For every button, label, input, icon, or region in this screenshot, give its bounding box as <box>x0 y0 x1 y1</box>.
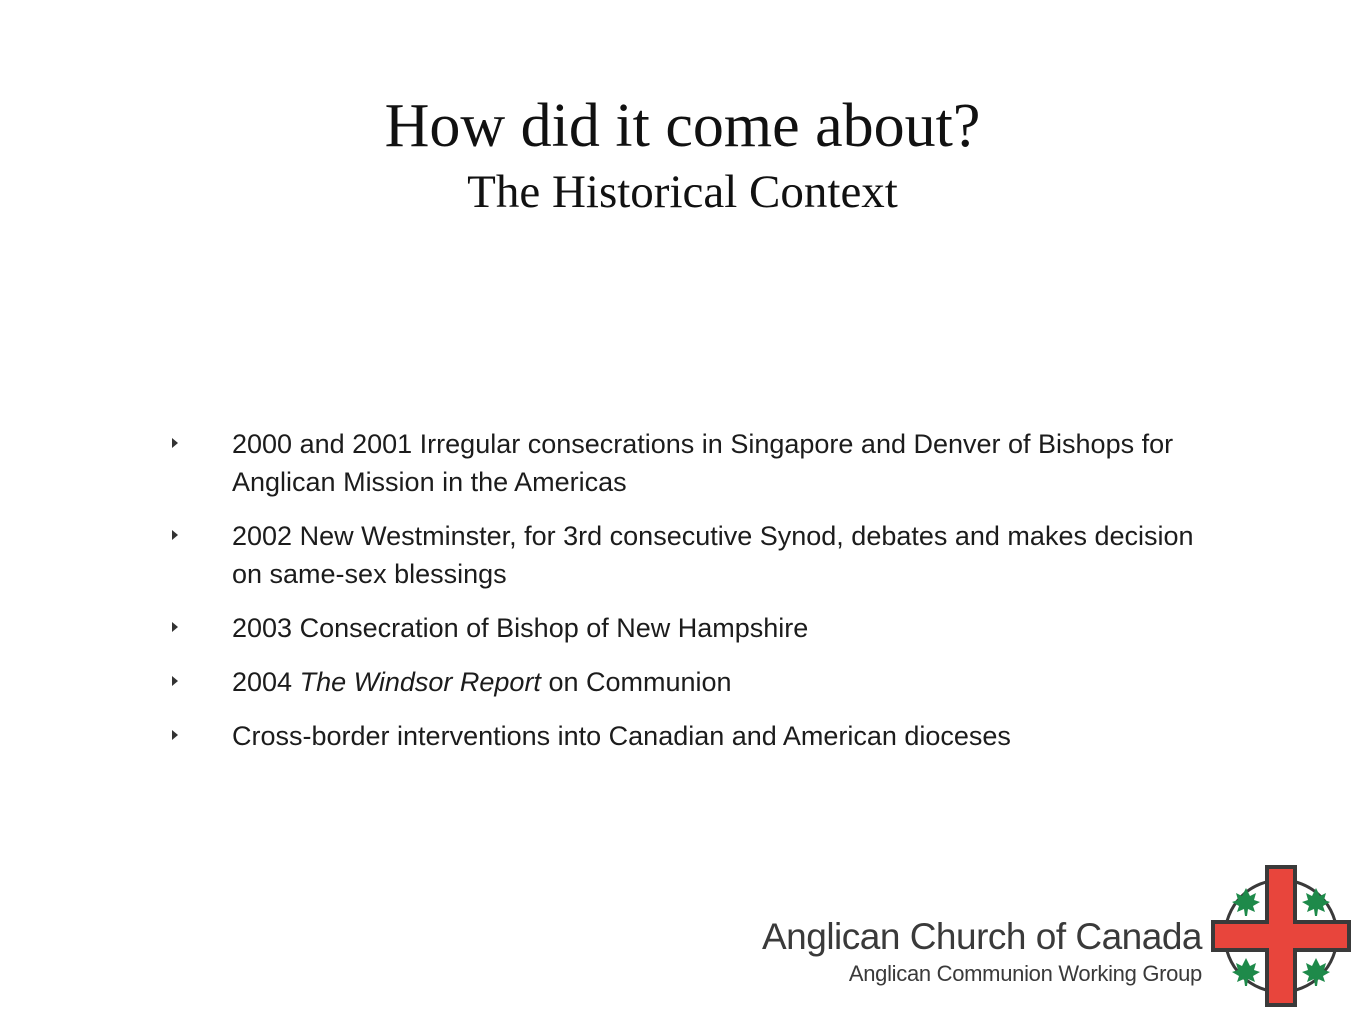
slide-title: How did it come about? <box>384 92 981 160</box>
bullet-text: 2000 and 2001 Irregular consecrations in Singapore and Denver of Bishops for Anglican Mission in the Americas <box>232 429 1174 497</box>
church-emblem-icon <box>1208 862 1354 1010</box>
bullet-text: Cross-border interventions into Canadian and American dioceses <box>232 721 1011 751</box>
bullet-arrow-icon <box>172 622 178 632</box>
emblem-cross <box>1215 869 1347 1003</box>
bullet-list <box>172 425 1212 771</box>
logo-wordmark <box>752 914 1202 988</box>
bullet-arrow-icon <box>172 676 178 686</box>
report-title: The Windsor Report <box>299 667 541 697</box>
bullet-text-year: 2004 <box>232 667 300 697</box>
slide-title-block <box>0 88 1365 220</box>
logo-working-group: Anglican Communion Working Group <box>848 961 1202 986</box>
bullet-item <box>172 609 1212 647</box>
logo-church-name: Anglican Church of Canada <box>761 916 1202 957</box>
bullet-item <box>172 425 1212 501</box>
bullet-item <box>172 517 1212 593</box>
bullet-text: 2002 New Westminster, for 3rd consecutive Synod, debates and makes decision on same-sex blessings <box>232 521 1194 589</box>
bullet-text <box>232 667 732 697</box>
bullet-text: 2003 Consecration of Bishop of New Hampshire <box>232 613 809 643</box>
bullet-arrow-icon <box>172 730 178 740</box>
bullet-item <box>172 663 1212 701</box>
bullet-text-rest: on Communion <box>540 667 732 697</box>
bullet-arrow-icon <box>172 438 178 448</box>
bullet-item <box>172 717 1212 755</box>
bullet-arrow-icon <box>172 530 178 540</box>
slide-subtitle: The Historical Context <box>467 166 898 218</box>
